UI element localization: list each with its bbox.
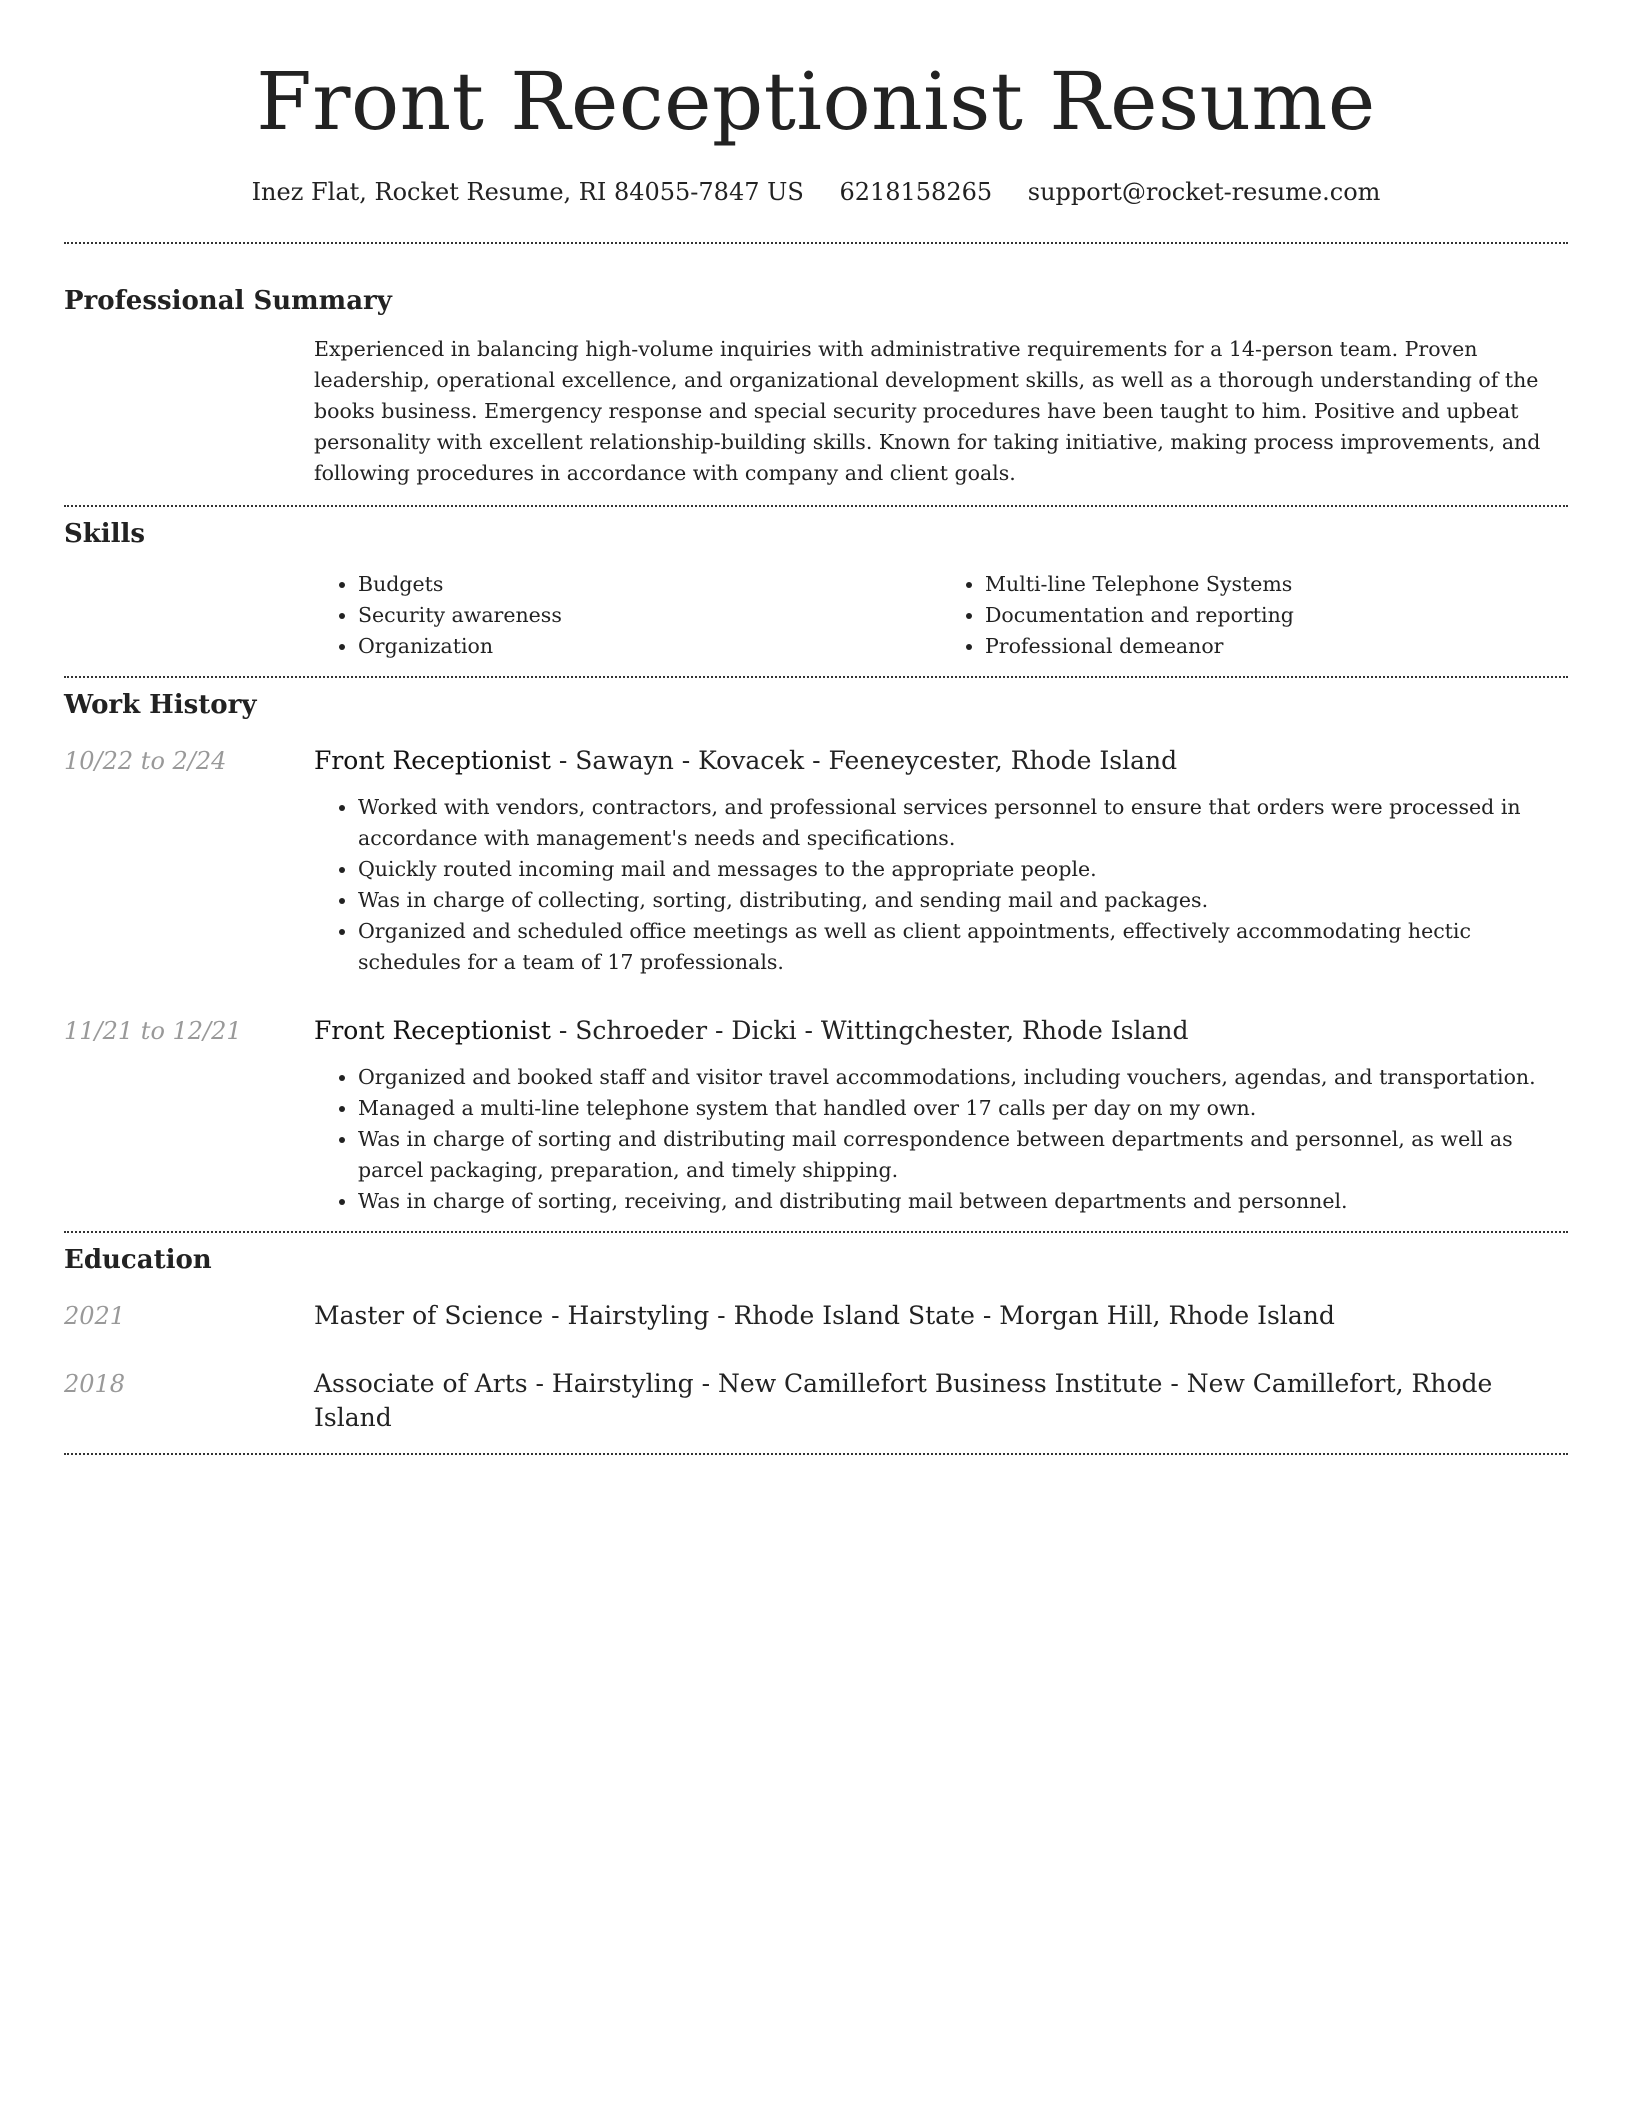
education-section: [64, 1243, 1568, 1435]
summary-section: [64, 284, 1568, 489]
education-details: - Rhode Island State - Morgan Hill, Rhode Island: [709, 1301, 1335, 1330]
summary-text: Experienced in balancing high-volume inquiries with administrative requirements for a 14-person team. Proven leadership, operational excellence, and organizational development skills, as well as a thorough understanding of the books business. Emergency response and special security procedures have been taught to him. Positive and upbeat personality with excellent relationship-building skills. Known for taking initiative, making process improvements, and following procedures in accordance with company and client goals.: [314, 337, 1541, 485]
job-bullet: • Worked with vendors, contractors, and professional services personnel to ensure that orders were processed in accordance with management's needs and specifications.: [358, 792, 1568, 854]
job-bullet: • Organized and scheduled office meetings as well as client appointments, effectively accommodating hectic schedules for a team of 17 professionals.: [358, 916, 1568, 978]
education-heading-line: [314, 1299, 1568, 1333]
education-year: 2018: [64, 1370, 126, 1398]
education-degree: Associate of Arts - Hairstyling: [314, 1369, 694, 1398]
skills-heading: Skills: [64, 519, 146, 549]
education-heading: Education: [64, 1245, 212, 1275]
job-heading: [314, 744, 1568, 778]
skill-item: • Security awareness: [358, 600, 941, 631]
job-dates: 10/22 to 2/24: [64, 747, 227, 775]
job-details: - Sawayn - Kovacek - Feeneycester, Rhode Island: [550, 746, 1178, 775]
job-bullet: • Organized and booked staff and visitor travel accommodations, including vouchers, agendas, and transportation.: [358, 1062, 1568, 1093]
job-bullet: • Quickly routed incoming mail and messages to the appropriate people.: [358, 854, 1568, 885]
education-entry: [64, 1367, 1568, 1435]
skill-item: • Organization: [358, 631, 941, 662]
skill-item: • Budgets: [358, 569, 941, 600]
skills-section: [64, 517, 1568, 662]
divider: [64, 242, 1568, 244]
job-entry: [64, 1014, 1568, 1217]
contact-line: [64, 176, 1568, 208]
job-bullet: • Managed a multi-line telephone system that handled over 17 calls per day on my own.: [358, 1093, 1568, 1124]
divider: [64, 1453, 1568, 1455]
job-bullet: • Was in charge of sorting, receiving, and distributing mail between departments and personnel.: [358, 1186, 1568, 1217]
work-section: [64, 688, 1568, 1217]
job-heading: [314, 1014, 1568, 1048]
job-entry: [64, 744, 1568, 978]
work-heading: Work History: [64, 690, 257, 720]
resume-title: Front Receptionist Resume: [256, 55, 1376, 148]
job-position: Front Receptionist: [314, 1016, 551, 1045]
education-degree: Master of Science - Hairstyling: [314, 1301, 710, 1330]
education-heading-line: [314, 1367, 1568, 1435]
summary-heading: Professional Summary: [64, 286, 392, 316]
contact-email: support@rocket-resume.com: [1027, 178, 1381, 206]
job-details: - Schroeder - Dicki - Wittingchester, Rhode Island: [550, 1016, 1189, 1045]
job-bullets: [314, 792, 1568, 978]
contact-address: Inez Flat, Rocket Resume, RI 84055-7847 US: [251, 178, 804, 206]
divider: [64, 1231, 1568, 1233]
job-position: Front Receptionist: [314, 746, 551, 775]
divider: [64, 676, 1568, 678]
job-bullet: • Was in charge of sorting and distributing mail correspondence between departments and personnel, as well as parcel packaging, preparation, and timely shipping.: [358, 1124, 1568, 1186]
skill-item: • Documentation and reporting: [985, 600, 1568, 631]
education-details: - New Camillefort Business Institute - New Camillefort, Rhode Island: [314, 1369, 1493, 1432]
skills-list-left: [314, 569, 941, 662]
job-bullet: • Was in charge of collecting, sorting, distributing, and sending mail and packages.: [358, 885, 1568, 916]
job-dates: 11/21 to 12/21: [64, 1017, 242, 1045]
education-year: 2021: [64, 1302, 126, 1330]
contact-phone: 6218158265: [839, 178, 993, 206]
divider: [64, 505, 1568, 507]
skill-item: • Professional demeanor: [985, 631, 1568, 662]
education-entry: [64, 1299, 1568, 1333]
job-bullets: [314, 1062, 1568, 1217]
skill-item: • Multi-line Telephone Systems: [985, 569, 1568, 600]
skills-list-right: [941, 569, 1568, 662]
